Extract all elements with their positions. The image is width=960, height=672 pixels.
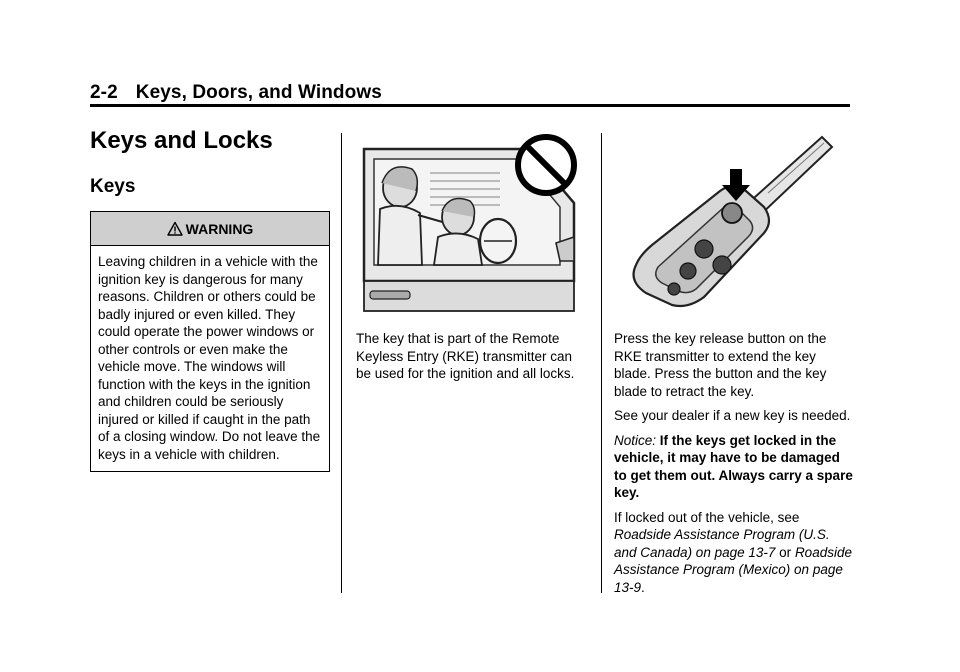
children-in-car-illustration (360, 133, 580, 313)
warning-triangle-icon (167, 221, 183, 237)
or-text: or (779, 544, 792, 560)
us-canada-reference-link[interactable]: Roadside Assistance Program (U.S. and Canada) on page 13-7 (614, 527, 830, 560)
column-2 (356, 330, 588, 390)
column-1 (90, 127, 330, 472)
column-divider-2 (601, 133, 602, 593)
figure-caption: The key that is part of the Remote Keyless Entry (RKE) transmitter can be used for the ignition and all locks. (356, 331, 575, 381)
warning-box (90, 211, 330, 472)
children-in-car-figure (360, 133, 580, 313)
page-number: 2-2 (90, 82, 118, 103)
column-3 (614, 330, 854, 603)
dealer-paragraph: See your dealer if a new key is needed. (614, 408, 851, 423)
warning-label: WARNING (185, 220, 254, 237)
header-rule (90, 104, 850, 107)
period: . (641, 579, 645, 595)
key-fob-figure (618, 133, 848, 313)
notice-text: If the keys get locked in the vehicle, it may have to be damaged to get them out. Always carry a spare key. (614, 432, 853, 500)
warning-header (91, 212, 329, 246)
section-title: Keys, Doors, and Windows (135, 82, 382, 103)
locked-out-intro: If locked out of the vehicle, see (614, 509, 800, 525)
column-divider-1 (341, 133, 342, 593)
subsection-heading: Keys (90, 176, 136, 197)
notice-label: Notice: (614, 432, 657, 448)
release-button-paragraph: Press the key release button on the RKE transmitter to extend the key blade. Press the button and the key blade to retract the key. (614, 331, 827, 399)
page-header (90, 82, 382, 104)
key-fob-icon (618, 133, 848, 313)
mexico-reference-link[interactable]: Roadside Assistance Program (Mexico) on page 13-9 (614, 544, 852, 595)
section-heading: Keys and Locks (90, 127, 273, 154)
notice-paragraph (614, 432, 854, 502)
locked-out-paragraph (614, 509, 854, 597)
warning-text: Leaving children in a vehicle with the ignition key is dangerous for many reasons. Children or others could be badly injured or even killed. They could operate the power windows or other controls or even make the vehicle move. The windows will function with the keys in the ignition and children could be seriously injured or killed if caught in the path of a closing window. Do not leave the keys in a vehicle with children. (98, 254, 321, 462)
prohibition-sign-icon (518, 137, 574, 193)
